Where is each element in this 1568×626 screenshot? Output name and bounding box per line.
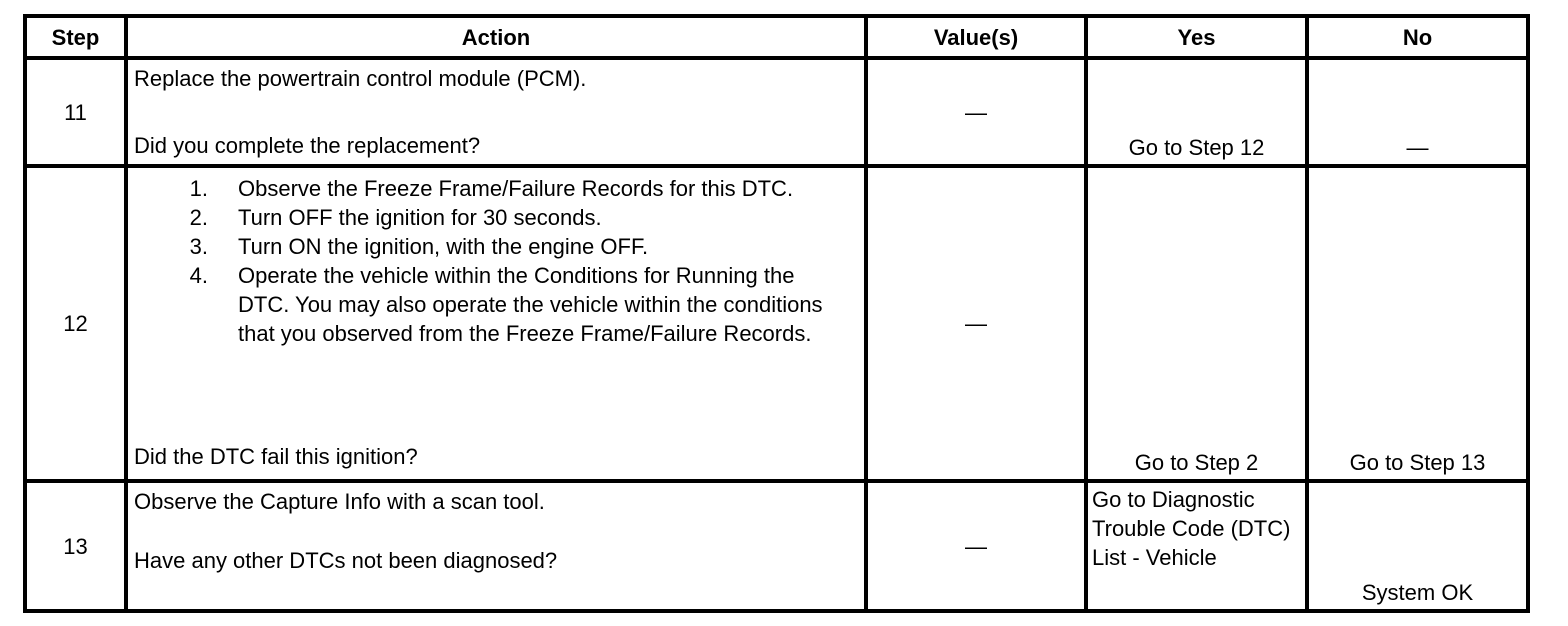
action-cell xyxy=(126,58,866,166)
step-number: 12 xyxy=(25,166,126,481)
action-cell xyxy=(126,166,866,481)
list-item-text: Turn ON the ignition, with the engine OFF. xyxy=(238,234,649,259)
action-question: Did you complete the replacement? xyxy=(134,133,481,158)
step-number: 11 xyxy=(25,58,126,166)
header-values: Value(s) xyxy=(866,16,1086,58)
list-item xyxy=(134,232,858,261)
yes-cell: Go to Step 2 xyxy=(1086,166,1307,481)
list-item-number: 4. xyxy=(189,263,208,288)
value-cell: — xyxy=(866,481,1086,611)
action-cell xyxy=(126,481,866,611)
action-question: Have any other DTCs not been diagnosed? xyxy=(134,548,558,573)
no-cell: — xyxy=(1307,58,1528,166)
header-yes: Yes xyxy=(1086,16,1307,58)
no-cell: System OK xyxy=(1307,481,1528,611)
value-cell: — xyxy=(866,166,1086,481)
value-cell: — xyxy=(866,58,1086,166)
list-item-number: 1. xyxy=(189,176,208,201)
action-steps-list xyxy=(134,174,858,348)
yes-cell: Go to Diagnostic Trouble Code (DTC) List - Vehicle xyxy=(1086,481,1307,611)
list-item-text: Operate the vehicle within the Conditions for Running the DTC. You may also operate the vehicle within the conditions that you observed from the Freeze Frame/Failure Records. xyxy=(238,263,823,346)
header-no: No xyxy=(1307,16,1528,58)
table-row xyxy=(25,58,1528,166)
diagnostic-table xyxy=(23,14,1530,613)
list-item-text: Turn OFF the ignition for 30 seconds. xyxy=(238,205,602,230)
list-item xyxy=(134,174,858,203)
no-cell: Go to Step 13 xyxy=(1307,166,1528,481)
header-row xyxy=(25,16,1528,58)
yes-cell: Go to Step 12 xyxy=(1086,58,1307,166)
table-row xyxy=(25,481,1528,611)
step-number: 13 xyxy=(25,481,126,611)
list-item-number: 3. xyxy=(189,234,208,259)
table-row xyxy=(25,166,1528,481)
action-text: Replace the powertrain control module (PCM). xyxy=(134,66,587,91)
list-item xyxy=(134,203,858,232)
action-question: Did the DTC fail this ignition? xyxy=(134,444,418,469)
list-item-text: Observe the Freeze Frame/Failure Records for this DTC. xyxy=(238,176,794,201)
header-action: Action xyxy=(126,16,866,58)
header-step: Step xyxy=(25,16,126,58)
action-text: Observe the Capture Info with a scan tool. xyxy=(134,489,545,514)
list-item xyxy=(134,261,858,348)
list-item-number: 2. xyxy=(189,205,208,230)
